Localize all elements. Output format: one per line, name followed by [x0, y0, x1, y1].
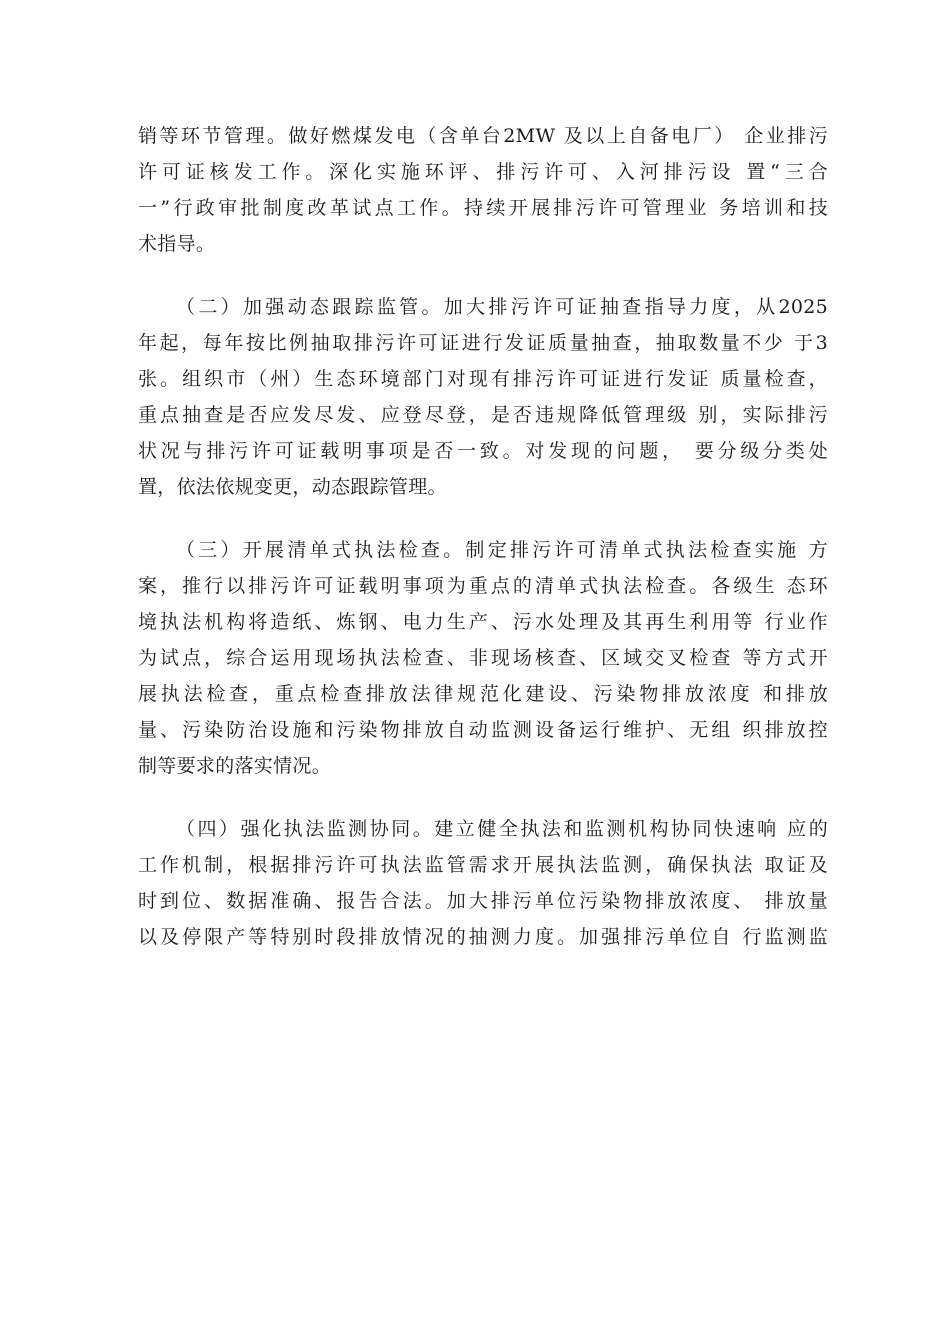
text-line: 为试点，综合运用现场执法检查、非现场核查、区域交叉检查 等方式开 [138, 647, 828, 669]
paragraph-1 [138, 118, 828, 262]
text-line: 境执法机构将造纸、炼钢、电力生产、污水处理及其再生利用等 行业作 [138, 611, 828, 633]
text-line: （四）强化执法监测协同。建立健全执法和监测机构协同快速响 应的 [176, 818, 828, 840]
text-line: 展执法检查，重点检查排放法律规范化建设、污染物排放浓度 和排放 [138, 683, 828, 705]
text-line: 状况与排污许可证载明事项是否一致。对发现的问题， 要分级分类处 [138, 440, 828, 462]
text-line: 张。组织市（州）生态环境部门对现有排污许可证进行发证 质量检查， [138, 368, 828, 390]
text-line: 制等要求的落实情况。 [138, 755, 332, 777]
text-line: 术指导。 [138, 233, 216, 255]
paragraph-4 [138, 811, 828, 955]
text-line: （三）开展清单式执法检查。制定排污许可清单式执法检查实施 方 [176, 539, 828, 561]
text-line: 重点抽查是否应发尽发、应登尽登，是否违规降低管理级 别，实际排污 [138, 404, 828, 426]
paragraph-2 [138, 289, 828, 505]
text-line: 置，依法依规变更，动态跟踪管理。 [138, 476, 447, 498]
text-line: 销等环节管理。做好燃煤发电（含单台2MW 及以上自备电厂） 企业排污 [138, 125, 828, 147]
text-line: 量、污染防治设施和污染物排放自动监测设备运行维护、无组 织排放控 [138, 719, 828, 741]
text-line: （二）加强动态跟踪监管。加大排污许可证抽查指导力度，从2025 [176, 296, 828, 318]
text-line: 以及停限产等特别时段排放情况的抽测力度。加强排污单位自 行监测监 [138, 926, 828, 948]
document-page [138, 118, 828, 982]
text-line: 一”行政审批制度改革试点工作。持续开展排污许可管理业 务培训和技 [138, 197, 828, 219]
text-line: 时到位、数据准确、报告合法。加大排污单位污染物排放浓度、 排放量 [138, 890, 828, 912]
text-line: 案，推行以排污许可证载明事项为重点的清单式执法检查。各级生 态环 [138, 575, 828, 597]
text-line: 工作机制，根据排污许可执法监管需求开展执法监测，确保执法 取证及 [138, 854, 828, 876]
text-line: 许可证核发工作。深化实施环评、排污许可、入河排污设 置“三合 [138, 161, 828, 183]
text-line: 年起，每年按比例抽取排污许可证进行发证质量抽查，抽取数量不少 于3 [138, 332, 828, 354]
paragraph-3 [138, 532, 828, 784]
